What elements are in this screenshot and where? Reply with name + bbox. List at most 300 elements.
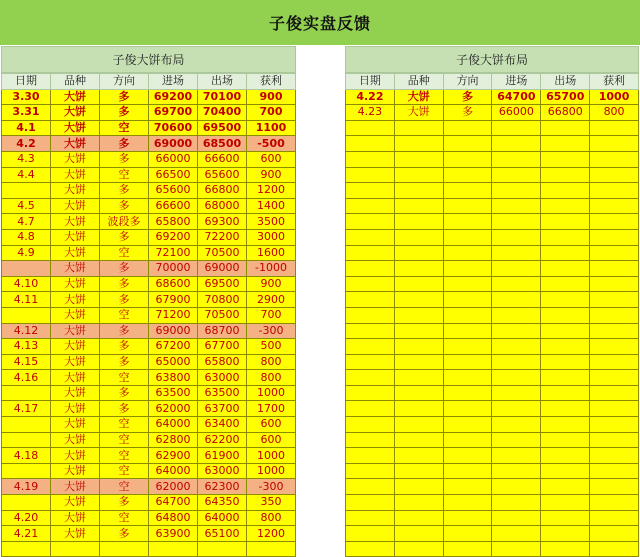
cell-category[interactable]: 大饼: [51, 463, 100, 479]
empty-cell[interactable]: [492, 276, 541, 292]
cell-exit[interactable]: 70500: [198, 307, 247, 323]
cell-profit[interactable]: 800: [247, 370, 296, 386]
cell-profit[interactable]: 1600: [247, 245, 296, 261]
cell-category[interactable]: 大饼: [51, 136, 100, 152]
cell-exit[interactable]: 68000: [198, 198, 247, 214]
empty-cell[interactable]: [394, 432, 443, 448]
empty-cell[interactable]: [590, 229, 639, 245]
cell-category[interactable]: 大饼: [51, 339, 100, 355]
cell-date[interactable]: [2, 261, 51, 277]
cell-category[interactable]: 大饼: [51, 229, 100, 245]
cell-profit[interactable]: 900: [247, 167, 296, 183]
cell-direction[interactable]: 波段多: [100, 214, 149, 230]
empty-cell[interactable]: [394, 495, 443, 511]
empty-cell[interactable]: [590, 339, 639, 355]
cell-direction[interactable]: 多: [100, 89, 149, 105]
cell-date[interactable]: 4.23: [346, 105, 395, 121]
empty-cell[interactable]: [541, 307, 590, 323]
cell-profit[interactable]: 600: [247, 432, 296, 448]
empty-cell[interactable]: [443, 385, 492, 401]
col-profit[interactable]: 获利: [247, 74, 296, 90]
cell-date[interactable]: 4.7: [2, 214, 51, 230]
empty-cell[interactable]: [443, 229, 492, 245]
cell-profit[interactable]: 600: [247, 417, 296, 433]
empty-cell[interactable]: [492, 448, 541, 464]
cell-exit[interactable]: 66800: [198, 183, 247, 199]
empty-cell[interactable]: [346, 448, 395, 464]
empty-cell[interactable]: [541, 151, 590, 167]
empty-cell[interactable]: [346, 276, 395, 292]
empty-cell[interactable]: [394, 526, 443, 542]
empty-cell[interactable]: [541, 370, 590, 386]
cell-category[interactable]: 大饼: [51, 417, 100, 433]
empty-cell[interactable]: [541, 120, 590, 136]
empty-cell[interactable]: [541, 339, 590, 355]
cell-date[interactable]: 3.31: [2, 105, 51, 121]
empty-cell[interactable]: [590, 417, 639, 433]
empty-cell[interactable]: [346, 136, 395, 152]
cell-category[interactable]: 大饼: [394, 105, 443, 121]
empty-cell[interactable]: [443, 307, 492, 323]
empty-cell[interactable]: [443, 167, 492, 183]
empty-cell[interactable]: [590, 432, 639, 448]
empty-cell[interactable]: [443, 214, 492, 230]
empty-cell[interactable]: [394, 385, 443, 401]
empty-cell[interactable]: [590, 136, 639, 152]
cell-direction[interactable]: 多: [443, 105, 492, 121]
cell-profit[interactable]: 800: [247, 510, 296, 526]
empty-cell[interactable]: [346, 120, 395, 136]
empty-cell[interactable]: [346, 245, 395, 261]
empty-cell[interactable]: [346, 323, 395, 339]
empty-cell[interactable]: [541, 229, 590, 245]
empty-cell[interactable]: [346, 151, 395, 167]
empty-cell[interactable]: [492, 370, 541, 386]
empty-cell[interactable]: [443, 120, 492, 136]
empty-cell[interactable]: [346, 354, 395, 370]
cell-exit[interactable]: 64000: [198, 510, 247, 526]
empty-cell[interactable]: [590, 167, 639, 183]
empty-cell[interactable]: [346, 385, 395, 401]
cell-date[interactable]: 4.15: [2, 354, 51, 370]
empty-cell[interactable]: [394, 229, 443, 245]
cell-profit[interactable]: 1000: [247, 448, 296, 464]
empty-cell[interactable]: [443, 432, 492, 448]
cell-exit[interactable]: 61900: [198, 448, 247, 464]
empty-cell[interactable]: [492, 151, 541, 167]
empty-cell[interactable]: [346, 370, 395, 386]
empty-cell[interactable]: [590, 307, 639, 323]
empty-cell[interactable]: [590, 354, 639, 370]
cell-entry[interactable]: 70000: [149, 261, 198, 277]
empty-cell[interactable]: [492, 385, 541, 401]
empty-cell[interactable]: [590, 448, 639, 464]
empty-cell[interactable]: [492, 183, 541, 199]
cell-category[interactable]: 大饼: [51, 198, 100, 214]
empty-cell[interactable]: [541, 292, 590, 308]
empty-cell[interactable]: [443, 198, 492, 214]
col-entry[interactable]: 进场: [492, 74, 541, 90]
cell-date[interactable]: 4.22: [346, 89, 395, 105]
cell-entry[interactable]: 62900: [149, 448, 198, 464]
cell-entry[interactable]: 62800: [149, 432, 198, 448]
cell-exit[interactable]: 66800: [541, 105, 590, 121]
cell-exit[interactable]: 64350: [198, 495, 247, 511]
empty-cell[interactable]: [590, 120, 639, 136]
col-date[interactable]: 日期: [346, 74, 395, 90]
empty-cell[interactable]: [590, 495, 639, 511]
col-direction[interactable]: 方向: [443, 74, 492, 90]
empty-cell[interactable]: [394, 120, 443, 136]
empty-cell[interactable]: [590, 401, 639, 417]
cell-entry[interactable]: 65000: [149, 354, 198, 370]
cell-exit[interactable]: 70400: [198, 105, 247, 121]
cell-direction[interactable]: 多: [100, 229, 149, 245]
empty-cell[interactable]: [492, 136, 541, 152]
col-profit[interactable]: 获利: [590, 74, 639, 90]
empty-cell[interactable]: [394, 370, 443, 386]
cell-entry[interactable]: 64000: [149, 463, 198, 479]
cell-date[interactable]: 4.19: [2, 479, 51, 495]
empty-cell[interactable]: [394, 448, 443, 464]
cell-entry[interactable]: 62000: [149, 479, 198, 495]
empty-cell[interactable]: [541, 432, 590, 448]
cell-date[interactable]: [2, 307, 51, 323]
col-direction[interactable]: 方向: [100, 74, 149, 90]
cell-direction[interactable]: 多: [100, 105, 149, 121]
cell-date[interactable]: 4.2: [2, 136, 51, 152]
col-category[interactable]: 品种: [394, 74, 443, 90]
cell-direction[interactable]: 空: [100, 307, 149, 323]
cell-category[interactable]: 大饼: [51, 354, 100, 370]
cell-direction[interactable]: 多: [100, 526, 149, 542]
cell-profit[interactable]: 1000: [247, 385, 296, 401]
col-exit[interactable]: 出场: [541, 74, 590, 90]
empty-cell[interactable]: [346, 541, 395, 557]
empty-cell[interactable]: [346, 261, 395, 277]
empty-cell[interactable]: [541, 510, 590, 526]
empty-cell[interactable]: [541, 167, 590, 183]
empty-cell[interactable]: [590, 385, 639, 401]
empty-cell[interactable]: [346, 167, 395, 183]
cell-entry[interactable]: 68600: [149, 276, 198, 292]
cell-profit[interactable]: 800: [247, 354, 296, 370]
empty-cell[interactable]: [541, 385, 590, 401]
cell-direction[interactable]: 空: [100, 448, 149, 464]
cell-direction[interactable]: 多: [100, 495, 149, 511]
empty-cell[interactable]: [346, 229, 395, 245]
cell-entry[interactable]: 66000: [492, 105, 541, 121]
cell-category[interactable]: 大饼: [51, 448, 100, 464]
cell-profit[interactable]: 1000: [247, 463, 296, 479]
cell-category[interactable]: 大饼: [51, 323, 100, 339]
cell-entry[interactable]: 67900: [149, 292, 198, 308]
cell-direction[interactable]: 空: [100, 510, 149, 526]
empty-cell[interactable]: [346, 463, 395, 479]
empty-cell[interactable]: [443, 292, 492, 308]
empty-cell[interactable]: [394, 510, 443, 526]
empty-cell[interactable]: [590, 151, 639, 167]
cell-direction[interactable]: 多: [100, 151, 149, 167]
cell-exit[interactable]: 70800: [198, 292, 247, 308]
empty-cell[interactable]: [443, 495, 492, 511]
empty-cell[interactable]: [394, 167, 443, 183]
empty-cell[interactable]: [590, 323, 639, 339]
empty-cell[interactable]: [541, 354, 590, 370]
cell-exit[interactable]: 70500: [198, 245, 247, 261]
cell-profit[interactable]: 1000: [590, 89, 639, 105]
empty-cell[interactable]: [492, 292, 541, 308]
cell-category[interactable]: 大饼: [51, 385, 100, 401]
cell-date[interactable]: [2, 463, 51, 479]
cell-entry[interactable]: 65600: [149, 183, 198, 199]
cell-direction[interactable]: 多: [100, 261, 149, 277]
cell-direction[interactable]: 空: [100, 432, 149, 448]
cell-exit[interactable]: 62300: [198, 479, 247, 495]
empty-cell[interactable]: [346, 417, 395, 433]
empty-cell[interactable]: [394, 198, 443, 214]
cell-profit[interactable]: -300: [247, 479, 296, 495]
cell-entry[interactable]: 69200: [149, 229, 198, 245]
empty-cell[interactable]: [346, 183, 395, 199]
cell-date[interactable]: 4.21: [2, 526, 51, 542]
empty-cell[interactable]: [394, 276, 443, 292]
empty-cell[interactable]: [394, 307, 443, 323]
empty-cell[interactable]: [541, 526, 590, 542]
empty-cell[interactable]: [492, 417, 541, 433]
empty-cell[interactable]: [590, 261, 639, 277]
empty-cell[interactable]: [492, 323, 541, 339]
empty-cell[interactable]: [541, 261, 590, 277]
cell-direction[interactable]: 多: [443, 89, 492, 105]
cell-entry[interactable]: 65800: [149, 214, 198, 230]
cell-exit[interactable]: 69000: [198, 261, 247, 277]
empty-cell[interactable]: [346, 479, 395, 495]
empty-cell[interactable]: [443, 541, 492, 557]
empty-cell[interactable]: [541, 276, 590, 292]
empty-cell[interactable]: [492, 339, 541, 355]
cell-entry[interactable]: 66600: [149, 198, 198, 214]
cell-entry[interactable]: 64700: [492, 89, 541, 105]
empty-cell[interactable]: [443, 261, 492, 277]
cell-category[interactable]: 大饼: [51, 105, 100, 121]
empty-cell[interactable]: [492, 307, 541, 323]
empty-cell[interactable]: [492, 479, 541, 495]
cell-category[interactable]: 大饼: [51, 261, 100, 277]
cell-category[interactable]: 大饼: [51, 120, 100, 136]
cell-entry[interactable]: 63800: [149, 370, 198, 386]
empty-cell[interactable]: [541, 448, 590, 464]
empty-cell[interactable]: [590, 183, 639, 199]
cell-direction[interactable]: 多: [100, 339, 149, 355]
cell-category[interactable]: 大饼: [51, 292, 100, 308]
cell-direction[interactable]: 多: [100, 198, 149, 214]
empty-cell[interactable]: [590, 245, 639, 261]
empty-cell[interactable]: [541, 323, 590, 339]
empty-cell[interactable]: [443, 245, 492, 261]
cell-category[interactable]: 大饼: [394, 89, 443, 105]
cell-entry[interactable]: 71200: [149, 307, 198, 323]
empty-cell[interactable]: [2, 541, 51, 557]
empty-cell[interactable]: [346, 339, 395, 355]
empty-cell[interactable]: [492, 261, 541, 277]
col-date[interactable]: 日期: [2, 74, 51, 90]
cell-direction[interactable]: 空: [100, 463, 149, 479]
empty-cell[interactable]: [198, 541, 247, 557]
cell-entry[interactable]: 63900: [149, 526, 198, 542]
empty-cell[interactable]: [492, 463, 541, 479]
cell-category[interactable]: 大饼: [51, 183, 100, 199]
empty-cell[interactable]: [443, 276, 492, 292]
cell-exit[interactable]: 70100: [198, 89, 247, 105]
empty-cell[interactable]: [541, 214, 590, 230]
cell-entry[interactable]: 69000: [149, 323, 198, 339]
cell-category[interactable]: 大饼: [51, 370, 100, 386]
cell-direction[interactable]: 空: [100, 167, 149, 183]
cell-profit[interactable]: 900: [247, 276, 296, 292]
empty-cell[interactable]: [443, 183, 492, 199]
cell-date[interactable]: 4.4: [2, 167, 51, 183]
empty-cell[interactable]: [443, 526, 492, 542]
cell-entry[interactable]: 64000: [149, 417, 198, 433]
cell-exit[interactable]: 63000: [198, 463, 247, 479]
cell-entry[interactable]: 69700: [149, 105, 198, 121]
cell-profit[interactable]: 2900: [247, 292, 296, 308]
cell-entry[interactable]: 64800: [149, 510, 198, 526]
empty-cell[interactable]: [443, 370, 492, 386]
cell-category[interactable]: 大饼: [51, 151, 100, 167]
empty-cell[interactable]: [394, 261, 443, 277]
cell-direction[interactable]: 多: [100, 276, 149, 292]
cell-profit[interactable]: 800: [590, 105, 639, 121]
cell-date[interactable]: 4.10: [2, 276, 51, 292]
cell-direction[interactable]: 多: [100, 136, 149, 152]
cell-profit[interactable]: 500: [247, 339, 296, 355]
cell-profit[interactable]: -500: [247, 136, 296, 152]
cell-exit[interactable]: 67700: [198, 339, 247, 355]
cell-date[interactable]: 4.5: [2, 198, 51, 214]
empty-cell[interactable]: [492, 245, 541, 261]
empty-cell[interactable]: [443, 417, 492, 433]
cell-profit[interactable]: 1100: [247, 120, 296, 136]
cell-profit[interactable]: -1000: [247, 261, 296, 277]
empty-cell[interactable]: [492, 120, 541, 136]
col-exit[interactable]: 出场: [198, 74, 247, 90]
empty-cell[interactable]: [394, 401, 443, 417]
empty-cell[interactable]: [590, 526, 639, 542]
empty-cell[interactable]: [443, 323, 492, 339]
cell-entry[interactable]: 63500: [149, 385, 198, 401]
empty-cell[interactable]: [590, 276, 639, 292]
empty-cell[interactable]: [394, 214, 443, 230]
cell-exit[interactable]: 63000: [198, 370, 247, 386]
empty-cell[interactable]: [443, 401, 492, 417]
cell-profit[interactable]: 350: [247, 495, 296, 511]
cell-category[interactable]: 大饼: [51, 401, 100, 417]
cell-direction[interactable]: 多: [100, 323, 149, 339]
cell-profit[interactable]: 700: [247, 105, 296, 121]
cell-entry[interactable]: 69000: [149, 136, 198, 152]
empty-cell[interactable]: [394, 245, 443, 261]
cell-exit[interactable]: 69500: [198, 276, 247, 292]
empty-cell[interactable]: [541, 479, 590, 495]
empty-cell[interactable]: [492, 354, 541, 370]
empty-cell[interactable]: [51, 541, 100, 557]
empty-cell[interactable]: [492, 198, 541, 214]
col-category[interactable]: 品种: [51, 74, 100, 90]
empty-cell[interactable]: [492, 167, 541, 183]
cell-date[interactable]: 4.12: [2, 323, 51, 339]
cell-date[interactable]: [2, 417, 51, 433]
empty-cell[interactable]: [394, 541, 443, 557]
cell-date[interactable]: [2, 385, 51, 401]
empty-cell[interactable]: [346, 495, 395, 511]
cell-category[interactable]: 大饼: [51, 495, 100, 511]
empty-cell[interactable]: [394, 292, 443, 308]
empty-cell[interactable]: [346, 526, 395, 542]
cell-category[interactable]: 大饼: [51, 214, 100, 230]
cell-date[interactable]: 4.13: [2, 339, 51, 355]
empty-cell[interactable]: [541, 541, 590, 557]
cell-profit[interactable]: 3000: [247, 229, 296, 245]
empty-cell[interactable]: [492, 541, 541, 557]
cell-date[interactable]: 4.9: [2, 245, 51, 261]
empty-cell[interactable]: [394, 339, 443, 355]
empty-cell[interactable]: [492, 229, 541, 245]
cell-entry[interactable]: 69200: [149, 89, 198, 105]
empty-cell[interactable]: [492, 510, 541, 526]
cell-exit[interactable]: 63400: [198, 417, 247, 433]
empty-cell[interactable]: [346, 401, 395, 417]
cell-category[interactable]: 大饼: [51, 276, 100, 292]
empty-cell[interactable]: [394, 323, 443, 339]
empty-cell[interactable]: [492, 401, 541, 417]
cell-exit[interactable]: 63700: [198, 401, 247, 417]
empty-cell[interactable]: [394, 183, 443, 199]
empty-cell[interactable]: [590, 370, 639, 386]
empty-cell[interactable]: [590, 541, 639, 557]
cell-profit[interactable]: 700: [247, 307, 296, 323]
cell-direction[interactable]: 多: [100, 401, 149, 417]
cell-exit[interactable]: 72200: [198, 229, 247, 245]
cell-direction[interactable]: 多: [100, 292, 149, 308]
empty-cell[interactable]: [541, 136, 590, 152]
cell-category[interactable]: 大饼: [51, 510, 100, 526]
empty-cell[interactable]: [394, 479, 443, 495]
empty-cell[interactable]: [346, 214, 395, 230]
cell-date[interactable]: 4.17: [2, 401, 51, 417]
empty-cell[interactable]: [590, 479, 639, 495]
cell-date[interactable]: [2, 495, 51, 511]
cell-date[interactable]: 4.18: [2, 448, 51, 464]
cell-entry[interactable]: 72100: [149, 245, 198, 261]
cell-entry[interactable]: 67200: [149, 339, 198, 355]
cell-date[interactable]: 4.3: [2, 151, 51, 167]
empty-cell[interactable]: [443, 479, 492, 495]
empty-cell[interactable]: [541, 198, 590, 214]
empty-cell[interactable]: [346, 292, 395, 308]
empty-cell[interactable]: [443, 463, 492, 479]
empty-cell[interactable]: [590, 292, 639, 308]
cell-date[interactable]: [2, 183, 51, 199]
cell-exit[interactable]: 69500: [198, 120, 247, 136]
empty-cell[interactable]: [590, 214, 639, 230]
cell-direction[interactable]: 空: [100, 417, 149, 433]
empty-cell[interactable]: [346, 307, 395, 323]
empty-cell[interactable]: [394, 354, 443, 370]
cell-date[interactable]: 4.11: [2, 292, 51, 308]
cell-exit[interactable]: 65700: [541, 89, 590, 105]
